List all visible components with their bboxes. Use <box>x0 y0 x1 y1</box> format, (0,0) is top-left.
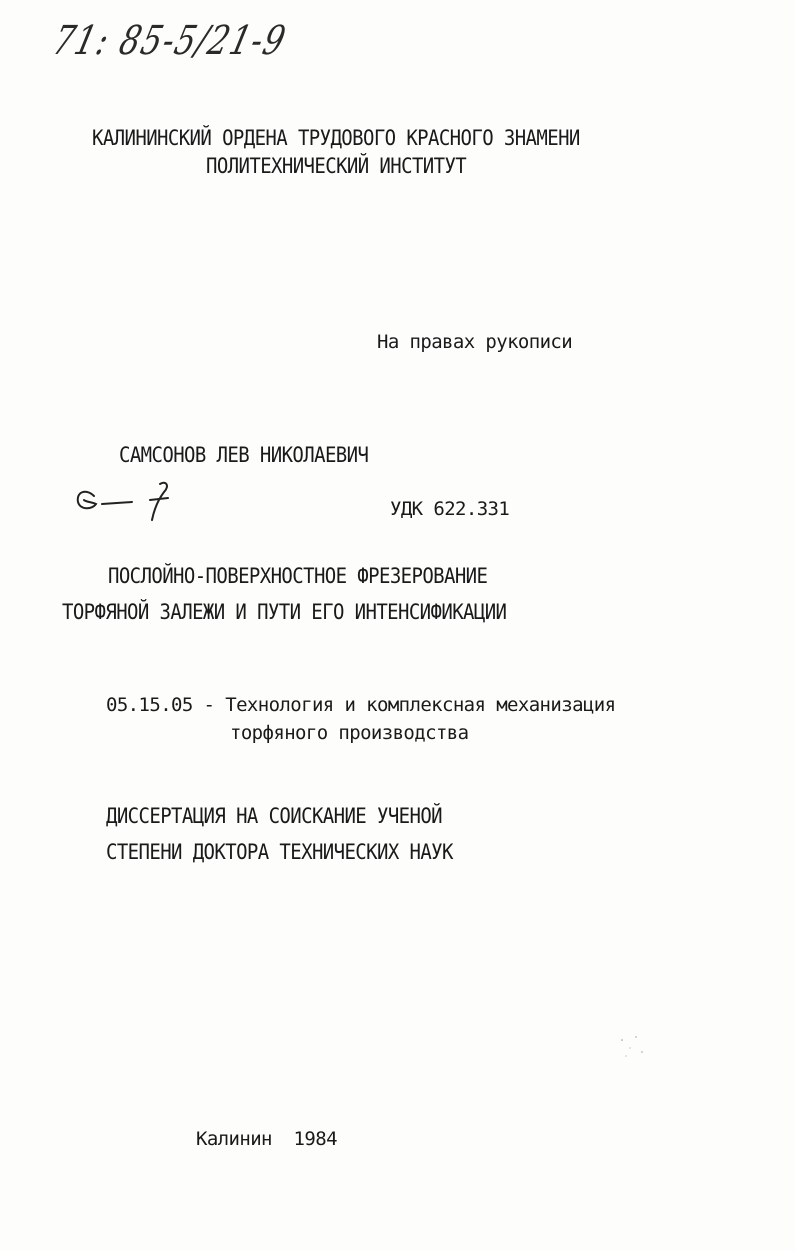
degree-line-2: СТЕПЕНИ ДОКТОРА ТЕХНИЧЕСКИХ НАУК <box>106 840 453 865</box>
place-and-year: Калинин 1984 <box>196 1128 337 1150</box>
institute-line-1: КАЛИНИНСКИЙ ОРДЕНА ТРУДОВОГО КРАСНОГО ЗНАМЕНИ <box>92 126 580 151</box>
degree-line-1: ДИССЕРТАЦИЯ НА СОИСКАНИЕ УЧЕНОЙ <box>106 804 443 829</box>
scan-speckle <box>612 1028 652 1068</box>
author-name: САМСОНОВ ЛЕВ НИКОЛАЕВИЧ <box>119 443 369 468</box>
udc-code: УДК 622.331 <box>390 498 510 520</box>
specialty-line-2: торфяного производства <box>230 722 469 744</box>
handwritten-shelfmark: 71: 85-5/21-9 <box>48 18 292 64</box>
title-line-1: ПОСЛОЙНО-ПОВЕРХНОСТНОЕ ФРЕЗЕРОВАНИЕ <box>108 564 488 589</box>
specialty-line-1: 05.15.05 - Технология и комплексная механизация <box>106 694 616 716</box>
handwritten-mark <box>72 480 182 526</box>
title-line-2: ТОРФЯНОЙ ЗАЛЕЖИ И ПУТИ ЕГО ИНТЕНСИФИКАЦИИ <box>62 600 507 625</box>
institute-line-2: ПОЛИТЕХНИЧЕСКИЙ ИНСТИТУТ <box>206 154 467 179</box>
manuscript-rights: На правах рукописи <box>377 331 573 353</box>
